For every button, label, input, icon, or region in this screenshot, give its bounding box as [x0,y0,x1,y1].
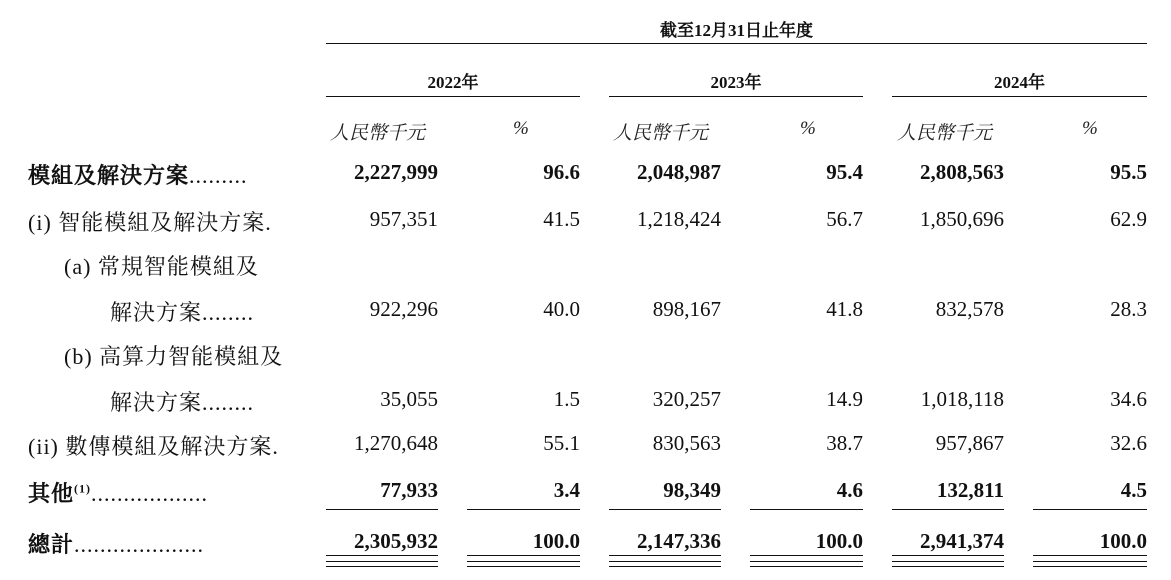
cell-others-2023-pct: 4.6 [836,478,863,502]
row-label-high-compute-1: (b) 高算力智能模組及 [64,344,284,369]
total-underline-2022-pct [467,555,580,556]
row-label-data-modules: (ii) 數傳模組及解決方案. [28,434,279,459]
cell-others-2024-pct: 4.5 [1120,478,1147,502]
period-underline [326,43,1147,44]
subtotal-rule-2023-pct [750,509,863,510]
cell-regular-2024-pct: 28.3 [1110,297,1147,321]
cell-total-2023-pct: 100.0 [815,529,863,553]
cell-smart-2023-rmb: 1,218,424 [637,207,721,231]
total-underline-2022-rmb [326,555,438,556]
cell-smart-2023-pct: 56.7 [826,207,863,231]
subtotal-rule-2022-pct [467,509,580,510]
cell-modules-2022-rmb: 2,227,999 [354,160,438,184]
total-double-rule-2024-rmb [892,561,1004,567]
total-double-rule-2023-pct [750,561,863,567]
cell-highcompute-2022-rmb: 35,055 [380,387,438,411]
cell-smart-2022-rmb: 957,351 [369,207,438,231]
cell-others-2023-rmb: 98,349 [663,478,721,502]
unit-pct-2024: % [1082,118,1098,139]
unit-rmb-2023: 人民幣千元 [613,123,709,144]
cell-highcompute-2023-rmb: 320,257 [652,387,721,411]
cell-smart-2024-pct: 62.9 [1110,207,1147,231]
subtotal-rule-2024-pct [1033,509,1147,510]
cell-modules-2024-rmb: 2,808,563 [920,160,1004,184]
cell-others-2022-pct: 3.4 [553,478,580,502]
total-double-rule-2024-pct [1033,561,1147,567]
year-2022-underline [326,96,580,97]
cell-total-2024-rmb: 2,941,374 [920,529,1004,553]
cell-total-2024-pct: 100.0 [1099,529,1147,553]
year-2024: 2024年 [994,73,1045,92]
row-label-total: 總計.................... [28,532,205,557]
row-label-regular-smart-2: 解決方案........ [110,300,255,325]
row-label-high-compute-2: 解決方案........ [110,390,255,415]
cell-datamodules-2022-pct: 55.1 [543,431,580,455]
row-label-regular-smart-1: (a) 常規智能模組及 [64,254,259,279]
cell-highcompute-2024-rmb: 1,018,118 [920,387,1004,411]
subtotal-rule-2022-rmb [326,509,438,510]
row-label-others: 其他$^{(1)}$.................. [28,481,209,506]
total-underline-2023-pct [750,555,863,556]
cell-smart-2024-rmb: 1,850,696 [920,207,1004,231]
subtotal-rule-2023-rmb [609,509,721,510]
cell-regular-2022-rmb: 922,296 [369,297,438,321]
total-double-rule-2022-pct [467,561,580,567]
cell-modules-2024-pct: 95.5 [1110,160,1147,184]
cell-datamodules-2022-rmb: 1,270,648 [354,431,438,455]
cell-modules-2023-pct: 95.4 [826,160,863,184]
row-label-smart-modules: (i) 智能模組及解決方案. [28,210,272,235]
footnote-marker: (1) [74,481,92,496]
cell-highcompute-2022-pct: 1.5 [553,387,580,411]
year-2024-underline [892,96,1147,97]
cell-regular-2023-rmb: 898,167 [652,297,721,321]
total-double-rule-2023-rmb [609,561,721,567]
cell-highcompute-2023-pct: 14.9 [826,387,863,411]
cell-others-2022-rmb: 77,933 [380,478,438,502]
cell-total-2022-rmb: 2,305,932 [354,529,438,553]
cell-regular-2022-pct: 40.0 [543,297,580,321]
unit-rmb-2024: 人民幣千元 [897,123,993,144]
unit-pct-2023: % [800,118,816,139]
cell-datamodules-2024-pct: 32.6 [1110,431,1147,455]
cell-datamodules-2023-pct: 38.7 [826,431,863,455]
total-underline-2024-rmb [892,555,1004,556]
row-label-modules: 模組及解決方案......... [28,163,248,188]
cell-total-2023-rmb: 2,147,336 [637,529,721,553]
unit-rmb-2022: 人民幣千元 [330,123,426,144]
subtotal-rule-2024-rmb [892,509,1004,510]
year-2023: 2023年 [710,73,762,92]
cell-regular-2024-rmb: 832,578 [935,297,1004,321]
year-2022: 2022年 [427,73,479,92]
cell-smart-2022-pct: 41.5 [543,207,580,231]
cell-modules-2023-rmb: 2,048,987 [637,160,721,184]
year-2023-underline [609,96,863,97]
cell-datamodules-2023-rmb: 830,563 [652,431,721,455]
total-underline-2024-pct [1033,555,1147,556]
cell-others-2024-rmb: 132,811 [936,478,1004,502]
unit-pct-2022: % [513,118,529,139]
total-double-rule-2022-rmb [326,561,438,567]
period-header: 截至12月31日止年度 [660,21,813,40]
cell-datamodules-2024-rmb: 957,867 [935,431,1004,455]
cell-highcompute-2024-pct: 34.6 [1110,387,1147,411]
cell-regular-2023-pct: 41.8 [826,297,863,321]
cell-total-2022-pct: 100.0 [532,529,580,553]
total-underline-2023-rmb [609,555,721,556]
cell-modules-2022-pct: 96.6 [543,160,580,184]
